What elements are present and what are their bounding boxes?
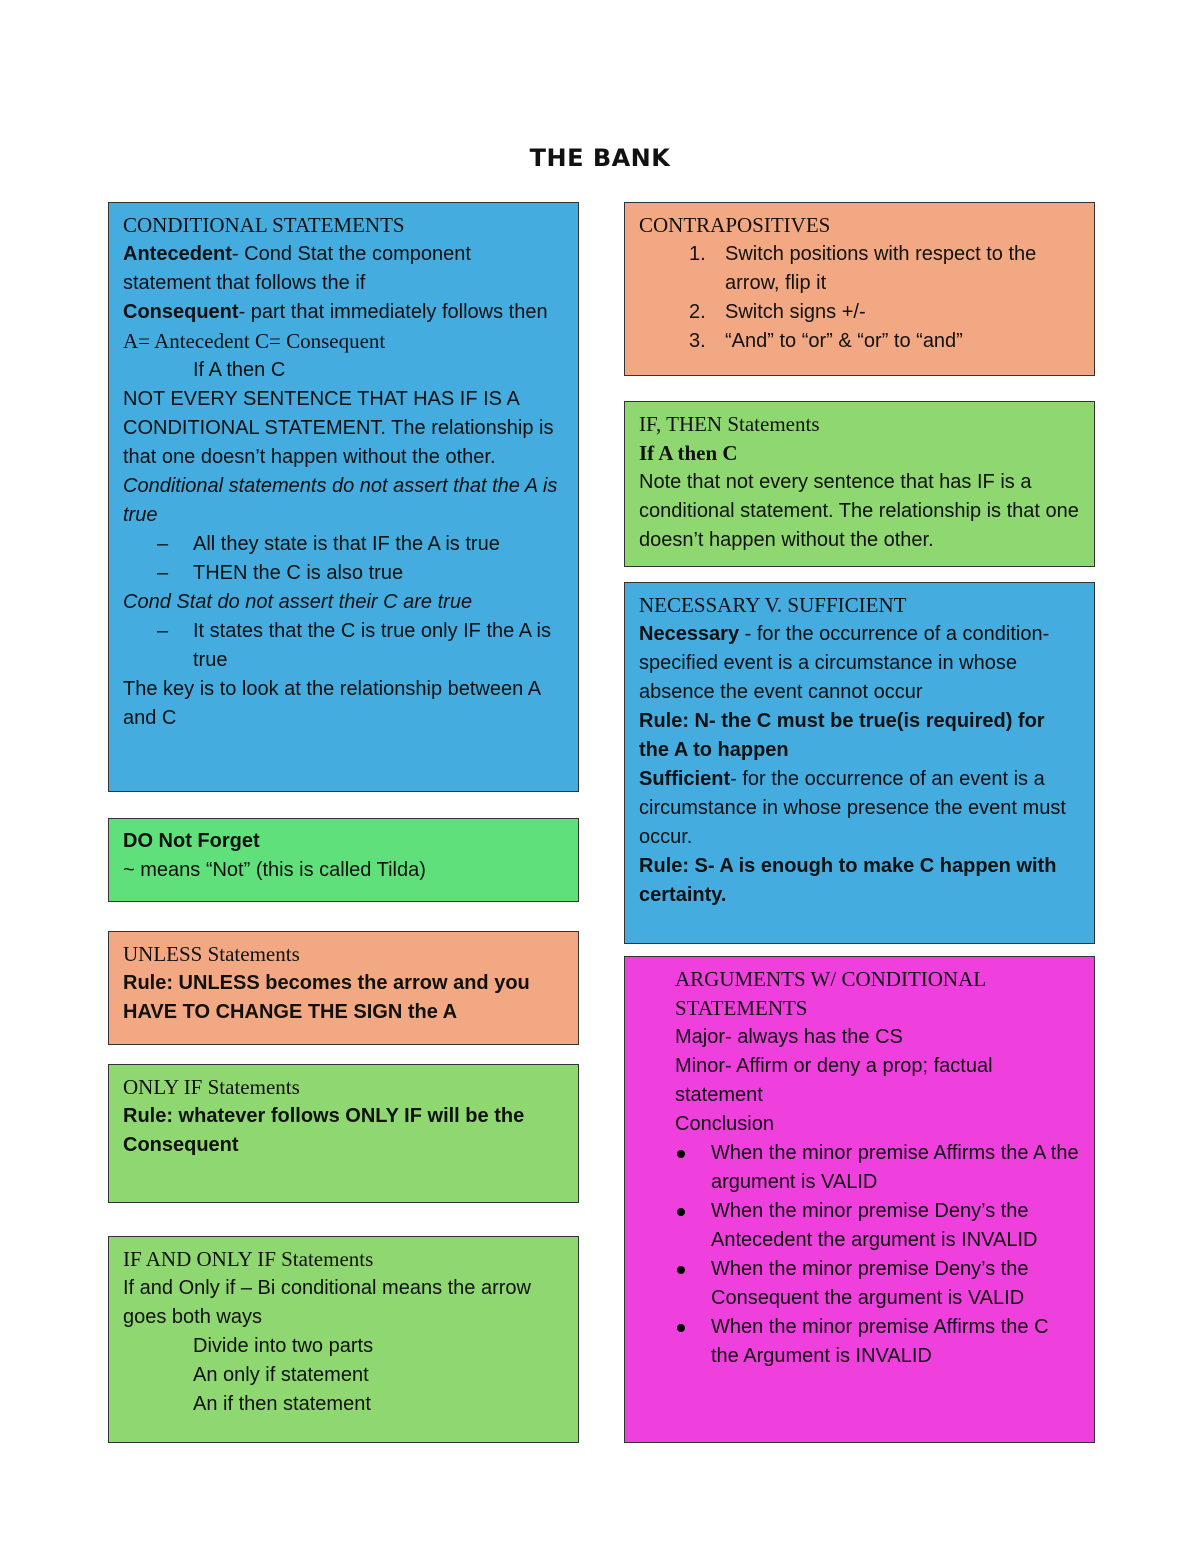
key-note: The key is to look at the relationship between A and C — [123, 678, 540, 729]
contra-text-2: Switch signs +/- — [725, 301, 866, 323]
contra-text-1: Switch positions with respect to the arrow, flip it — [725, 243, 1037, 294]
antecedent-term: Antecedent — [123, 243, 232, 265]
necsuf-heading: NECESSARY V. SUFFICIENT — [639, 593, 907, 617]
do-not-forget-box — [108, 818, 579, 902]
sufficient-definition — [639, 765, 1080, 852]
onlyif-rule: Rule: whatever follows ONLY IF will be the Consequent — [123, 1105, 525, 1156]
antecedent-text: - Cond Stat the component statement that follows the if — [123, 243, 471, 294]
dash-item-1: – All they state is that IF the A is true — [123, 530, 564, 559]
contra-item-2 — [639, 298, 1080, 327]
onlyif-heading: ONLY IF Statements — [123, 1075, 300, 1099]
italic-note-2: Cond Stat do not assert their C are true — [123, 591, 473, 613]
args-bullet-4: When the minor premise Affirms the C the Argument is INVALID — [675, 1313, 1080, 1371]
args-bullet-2: When the minor premise Deny’s the Antecedent the argument is INVALID — [675, 1197, 1080, 1255]
arguments-box — [624, 956, 1095, 1443]
if-and-only-if-box — [108, 1236, 579, 1443]
if-a-then-c: If A then C — [193, 359, 286, 381]
args-minor: Minor- Affirm or deny a prop; factual statement — [675, 1055, 993, 1106]
donot-text: ~ means “Not” (this is called Tilda) — [123, 859, 426, 881]
conditional-statements-box — [108, 202, 579, 792]
unless-heading: UNLESS Statements — [123, 942, 300, 966]
contra-num-3: 3. — [689, 330, 706, 352]
consequent-term: Consequent — [123, 301, 239, 323]
ifthen-sub: If A then C — [639, 441, 738, 465]
contra-item-3 — [639, 327, 1080, 356]
italic-note-1: Conditional statements do not assert that the A is true — [123, 475, 558, 526]
only-if-box — [108, 1064, 579, 1203]
unless-rule: Rule: UNLESS becomes the arrow and you HAVE TO CHANGE THE SIGN the A — [123, 972, 530, 1023]
iff-item-1: Divide into two parts — [193, 1335, 374, 1357]
dash-item-2: – THEN the C is also true — [123, 559, 564, 588]
page-title: THE BANK — [529, 144, 671, 172]
sufficient-text: - for the occurrence of an event is a circumstance in whose presence the event must occur. — [639, 768, 1066, 848]
contra-num-1: 1. — [689, 243, 706, 265]
necessary-text: - for the occurrence of a condition-specified event is a circumstance in whose absence the event cannot occur — [639, 623, 1050, 703]
args-conclusion: Conclusion — [675, 1113, 774, 1135]
if-then-box — [624, 401, 1095, 567]
conditional-heading: CONDITIONAL STATEMENTS — [123, 213, 405, 237]
donot-heading: DO Not Forget — [123, 830, 260, 852]
args-bullet-3: When the minor premise Deny’s the Consequent the argument is VALID — [675, 1255, 1080, 1313]
rule-n: Rule: N- the C must be true(is required) for the A to happen — [639, 710, 1045, 761]
iff-text: If and Only if – Bi conditional means the arrow goes both ways — [123, 1277, 531, 1328]
ifthen-text: Note that not every sentence that has IF is a conditional statement. The relationship is that one doesn’t happen without the other. — [639, 471, 1079, 551]
antecedent-definition — [123, 240, 564, 298]
contra-heading: CONTRAPOSITIVES — [639, 213, 831, 237]
rule-s: Rule: S- A is enough to make C happen with certainty. — [639, 855, 1057, 906]
consequent-text: - part that immediately follows then — [238, 301, 548, 323]
ifthen-heading: IF, THEN Statements — [639, 412, 820, 436]
contra-num-2: 2. — [689, 301, 706, 323]
args-bullet-1: When the minor premise Affirms the A the argument is VALID — [675, 1139, 1080, 1197]
args-major: Major- always has the CS — [675, 1026, 903, 1048]
unless-box — [108, 931, 579, 1045]
ac-line: A= Antecedent C= Consequent — [123, 329, 386, 353]
contrapositives-box — [624, 202, 1095, 376]
necessary-definition — [639, 620, 1080, 707]
contra-item-1 — [639, 240, 1080, 298]
iff-heading: IF AND ONLY IF Statements — [123, 1247, 374, 1271]
dash-item-3: – It states that the C is true only IF the A is true — [123, 617, 564, 675]
args-heading: ARGUMENTS W/ CONDITIONAL STATEMENTS — [675, 967, 986, 1020]
necessary-term: Necessary — [639, 623, 740, 645]
contra-text-3: “And” to “or” & “or” to “and” — [725, 330, 963, 352]
necessary-sufficient-box — [624, 582, 1095, 944]
iff-item-2: An only if statement — [193, 1364, 369, 1386]
iff-item-3: An if then statement — [193, 1393, 371, 1415]
consequent-definition — [123, 298, 564, 327]
sufficient-term: Sufficient — [639, 768, 731, 790]
not-every-note: NOT EVERY SENTENCE THAT HAS IF IS A CONDITIONAL STATEMENT. The relationship is that one doesn’t happen without the other. — [123, 388, 554, 468]
